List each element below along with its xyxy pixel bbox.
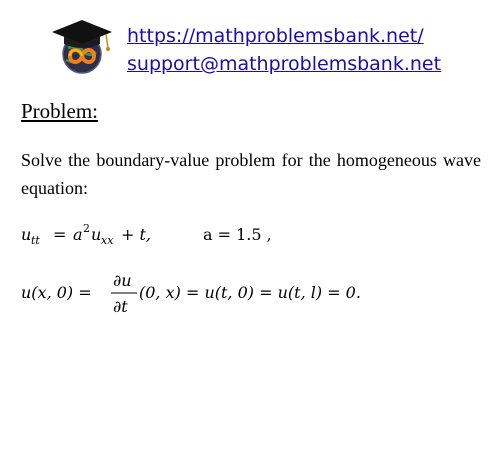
eq1-param: a = 1.5 , (203, 225, 272, 244)
eq2-frac-num: ∂u (113, 271, 132, 290)
mathproblemsbank-logo (48, 14, 114, 76)
graduation-cap-icon (52, 20, 112, 44)
wave-equation (21, 222, 321, 248)
eq2-frac-den: ∂t (113, 297, 128, 316)
eq2-rhs: (0, x) = u(t, 0) = u(t, l) = 0. (139, 283, 361, 302)
eq1-coef: a (73, 225, 83, 244)
eq1-lhs-sub: tt (31, 234, 40, 247)
problem-statement: Solve the boundary-value problem for the homogeneous wave equation: (21, 150, 481, 198)
website-link[interactable]: https://mathproblemsbank.net/ (127, 25, 424, 47)
contact-links (127, 22, 441, 78)
eq2-lhs: u(x, 0) = (21, 283, 92, 302)
eq1-u-sub: xx (101, 234, 114, 247)
eq1-plus-t: + t, (121, 225, 152, 244)
boundary-conditions (21, 266, 441, 320)
eq1-equals: = (53, 225, 67, 244)
eq1-coef-sup: 2 (83, 222, 90, 235)
problem-heading: Problem: (21, 99, 98, 123)
eq1-lhs: u (21, 225, 32, 244)
eq1-u: u (91, 225, 102, 244)
email-link[interactable]: support@mathproblemsbank.net (127, 53, 442, 75)
